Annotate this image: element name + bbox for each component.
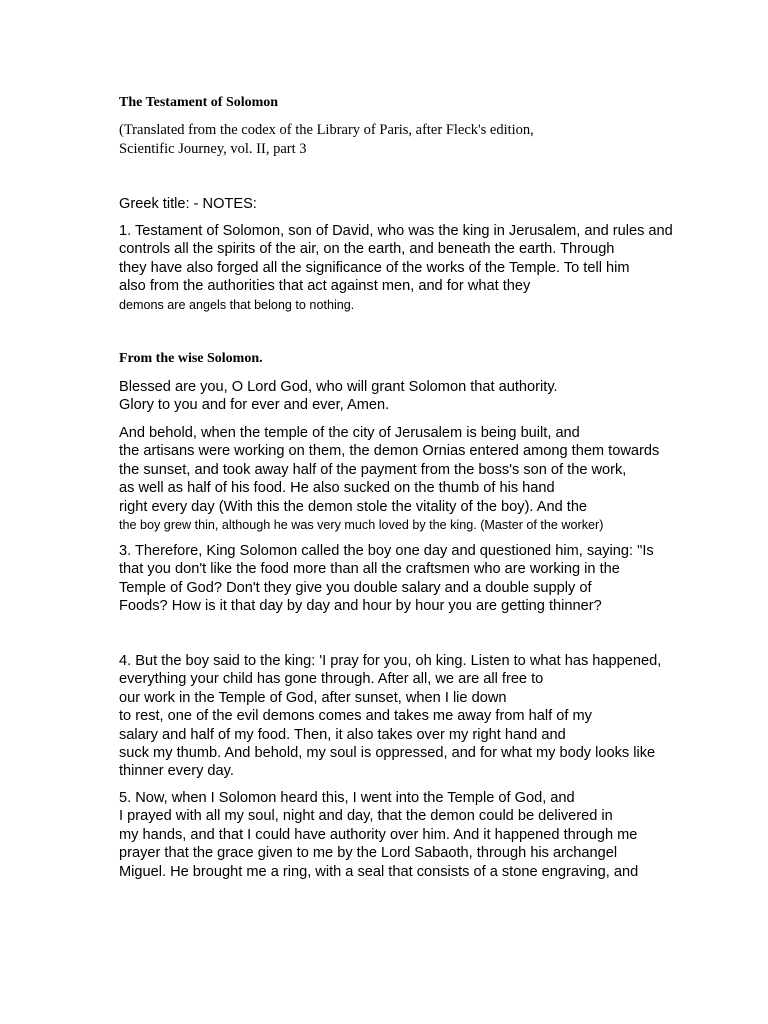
paragraph-line: the sunset, and took away half of the payment from the boss's son of the work, — [119, 461, 627, 478]
paragraph-line: the artisans were working on them, the demon Ornias entered among them towards — [119, 443, 660, 460]
paragraph-line: also from the authorities that act against men, and for what they — [119, 278, 531, 295]
section-heading-text: From the wise Solomon. — [119, 351, 263, 366]
paragraph-line: right every day (With this the demon stole the vitality of the boy). And the — [119, 498, 588, 515]
section-heading — [119, 350, 719, 368]
paragraph-line: as well as half of his food. He also sucked on the thumb of his hand — [119, 480, 555, 497]
paragraph-4 — [119, 652, 719, 781]
paragraph-line: 5. Now, when I Solomon heard this, I went into the Temple of God, and — [119, 790, 575, 806]
document-subtitle — [119, 121, 719, 159]
document-title — [119, 94, 719, 112]
paragraph-line: they have also forged all the significance of the works of the Temple. To tell him — [119, 259, 630, 276]
paragraph-3 — [119, 542, 719, 616]
paragraph-line: that you don't like the food more than all the craftsmen who are working in the — [119, 561, 620, 578]
paragraph-line: suck my thumb. And behold, my soul is oppressed, and for what my body looks like — [119, 745, 656, 762]
paragraph-line: Miguel. He brought me a ring, with a seal that consists of a stone engraving, and — [119, 863, 639, 880]
paragraph-line: the boy grew thin, although he was very much loved by the king. (Master of the worker) — [119, 518, 604, 533]
paragraph-line: 3. Therefore, King Solomon called the boy one day and questioned him, saying: "Is — [119, 543, 654, 559]
title-text: The Testament of Solomon — [119, 95, 279, 110]
paragraph-line: Blessed are you, O Lord God, who will grant Solomon that authority. — [119, 379, 558, 395]
paragraph-line: prayer that the grace given to me by the Lord Sabaoth, through his archangel — [119, 845, 618, 862]
paragraph-5 — [119, 789, 719, 881]
paragraph-line: Glory to you and for ever and ever, Amen. — [119, 397, 390, 414]
paragraph-line: Foods? How is it that day by day and hour by hour you are getting thinner? — [119, 598, 602, 615]
paragraph-line: demons are angels that belong to nothing. — [119, 297, 355, 312]
paragraph-line: 1. Testament of Solomon, son of David, who was the king in Jerusalem, and rules and — [119, 223, 673, 239]
paragraph-line: I prayed with all my soul, night and day, that the demon could be delivered in — [119, 808, 613, 825]
paragraph-line: everything your child has gone through. After all, we are all free to — [119, 671, 544, 688]
paragraph-line: thinner every day. — [119, 763, 234, 780]
subtitle-line: Scientific Journey, vol. II, part 3 — [119, 141, 307, 157]
paragraph-2 — [119, 424, 719, 534]
paragraph-line: Temple of God? Don't they give you double salary and a double supply of — [119, 579, 592, 596]
subtitle-line: (Translated from the codex of the Library of Paris, after Fleck's edition, — [119, 122, 534, 138]
paragraph-line: controls all the spirits of the air, on the earth, and beneath the earth. Through — [119, 241, 615, 258]
paragraph-line: And behold, when the temple of the city of Jerusalem is being built, and — [119, 425, 580, 441]
paragraph-line: to rest, one of the evil demons comes and takes me away from half of my — [119, 708, 592, 725]
paragraph-line: salary and half of my food. Then, it also takes over my right hand and — [119, 726, 566, 743]
greek-title-text: Greek title: - NOTES: — [119, 196, 257, 212]
paragraph-line: our work in the Temple of God, after sunset, when I lie down — [119, 689, 507, 706]
paragraph-1 — [119, 222, 719, 314]
paragraph-line: my hands, and that I could have authority over him. And it happened through me — [119, 826, 638, 843]
blessing — [119, 378, 719, 415]
paragraph-line: 4. But the boy said to the king: 'I pray for you, oh king. Listen to what has happened, — [119, 653, 662, 669]
greek-title — [119, 195, 719, 213]
